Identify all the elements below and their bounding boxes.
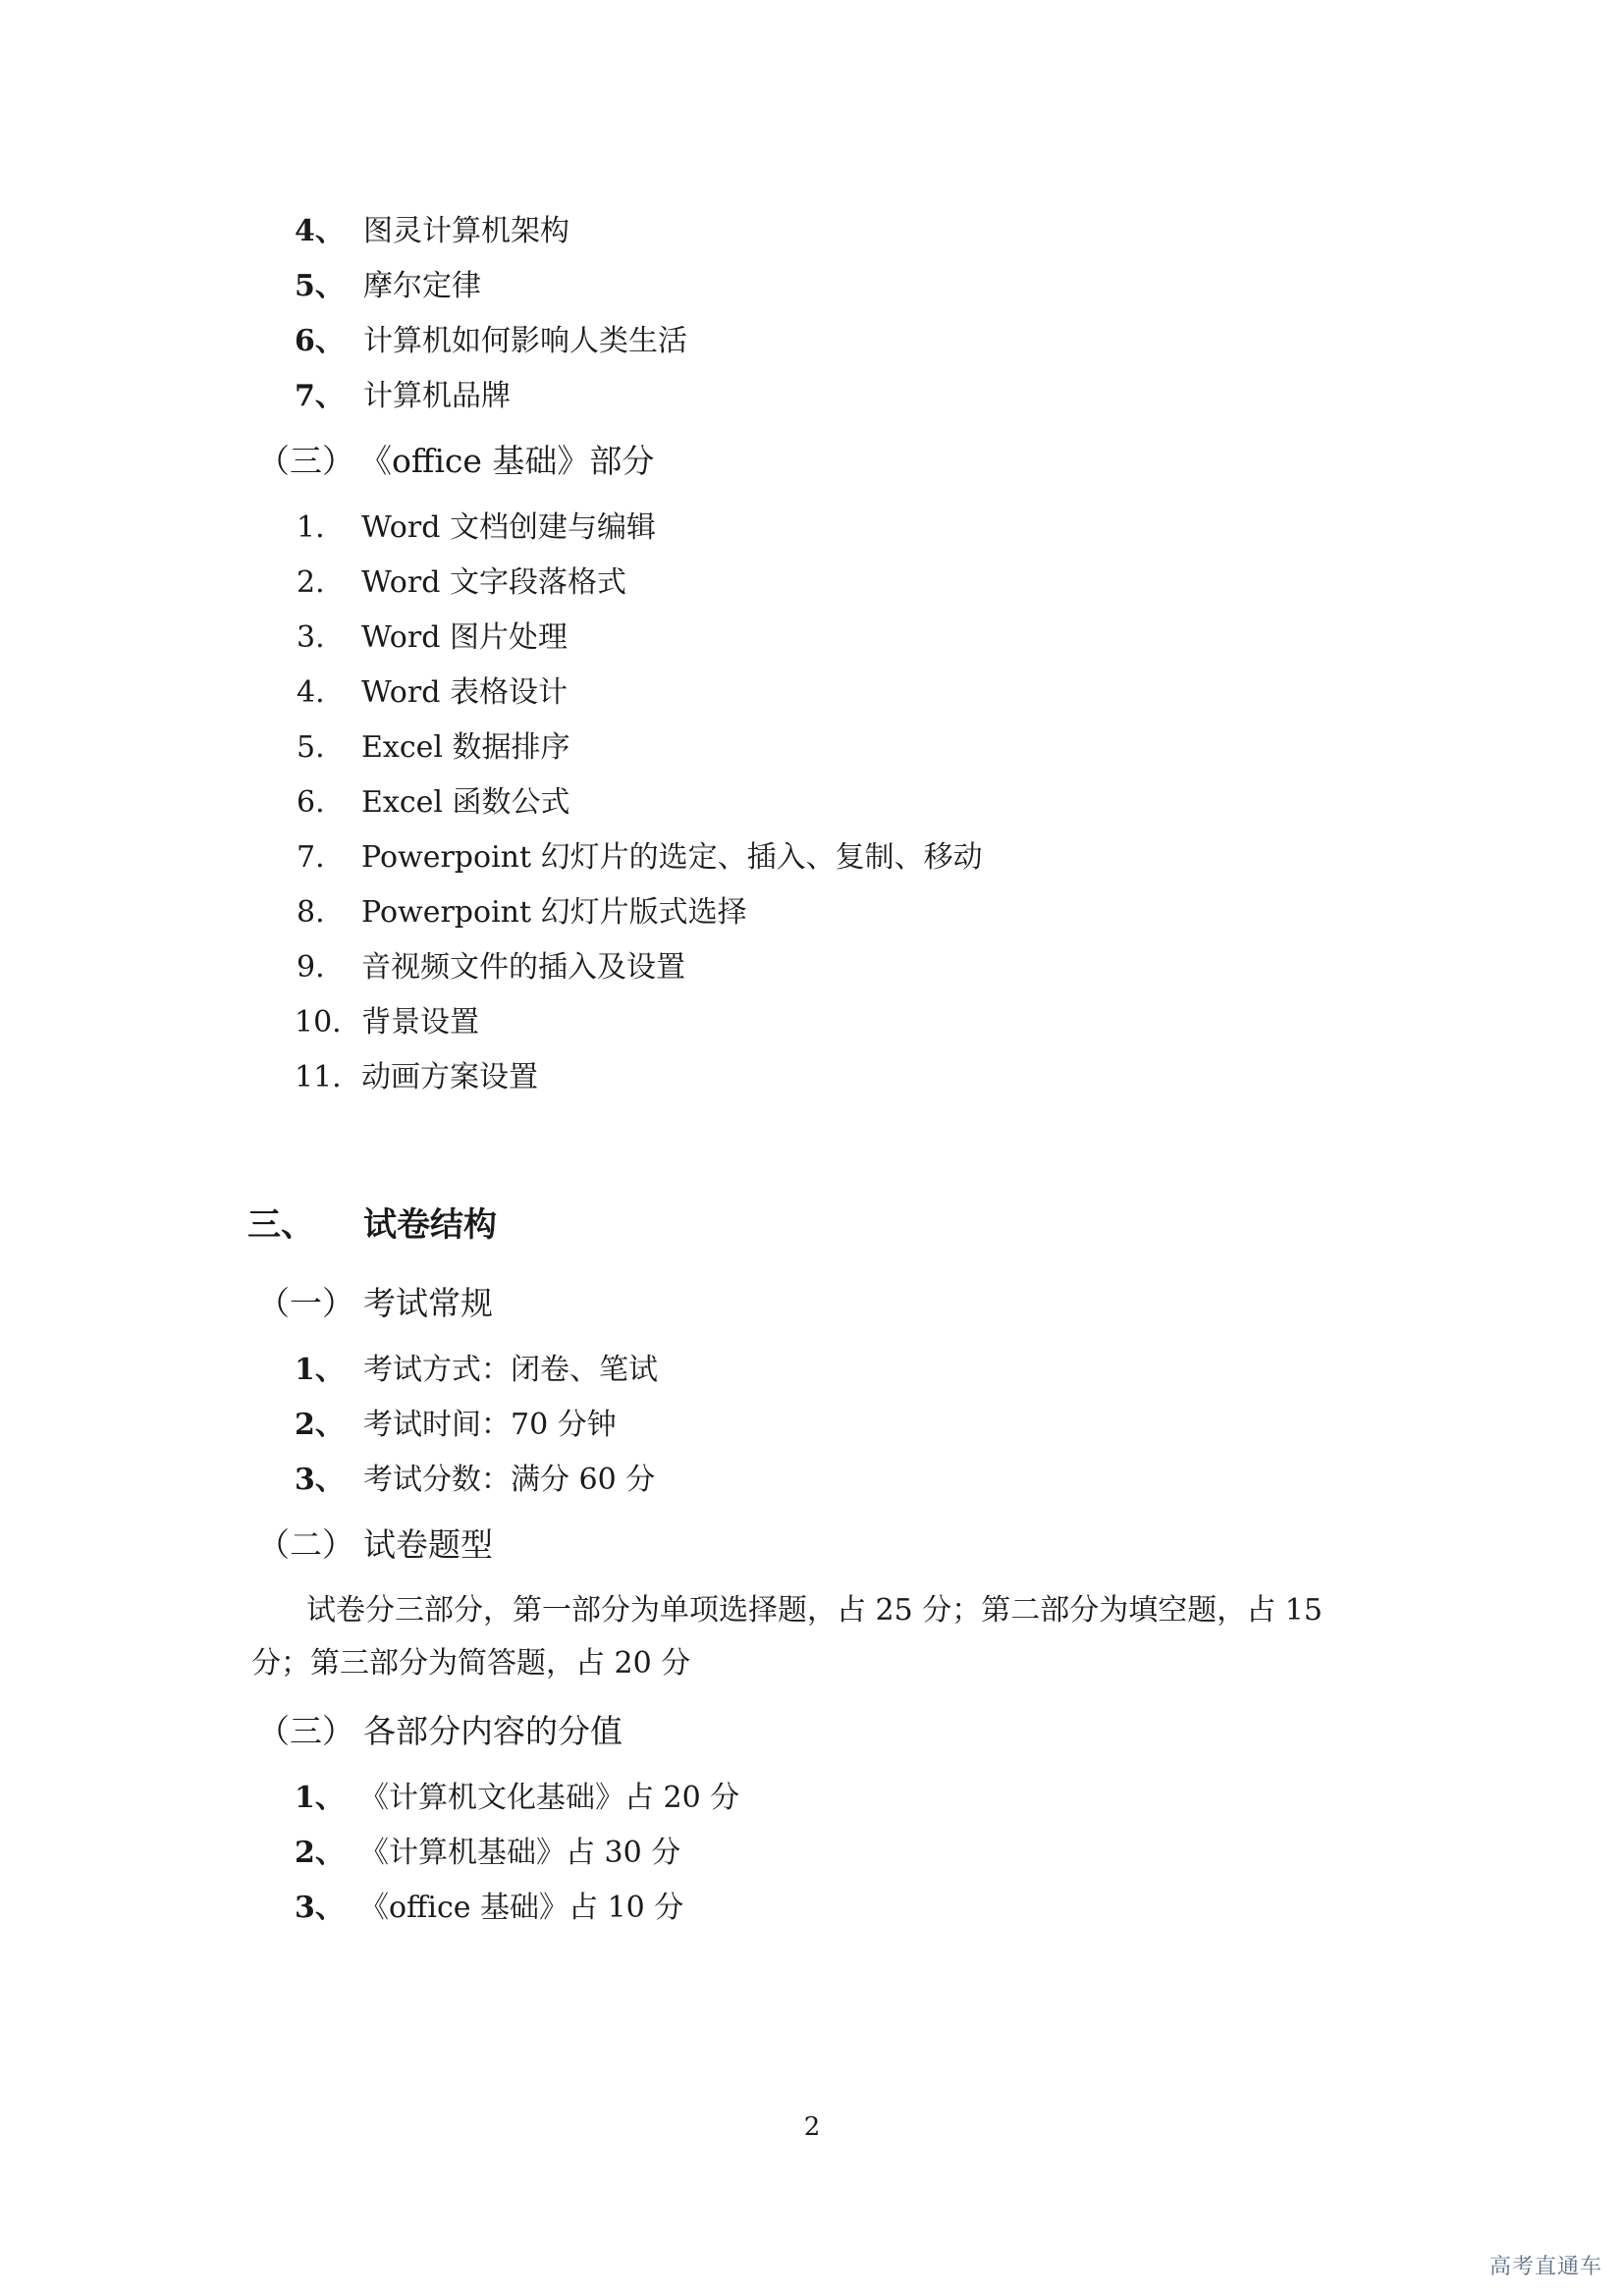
list-item-number: 7. bbox=[297, 840, 325, 875]
list-item-text: 摩尔定律 bbox=[363, 269, 481, 303]
list-item-text: 背景设置 bbox=[361, 1005, 479, 1040]
list-item-text: Word 文字段落格式 bbox=[361, 565, 626, 600]
list-item-number: 6、 bbox=[295, 324, 345, 358]
list-item-text: Word 表格设计 bbox=[361, 675, 568, 710]
list-item-text: Word 文档创建与编辑 bbox=[361, 510, 656, 545]
list-item-number: 7、 bbox=[295, 379, 345, 413]
list-item-text: Excel 函数公式 bbox=[361, 785, 570, 820]
list-item-number: 11. bbox=[295, 1060, 342, 1095]
list-item-number: 5. bbox=[297, 730, 325, 765]
watermark-text: 高考直通车 bbox=[1489, 2255, 1602, 2279]
question-types-paragraph: 试卷分三部分，第一部分为单项选择题，占 25 分；第二部分为填空题，占 15 分；第三部分为简答题，占 20 分 bbox=[251, 1593, 1323, 1681]
chapter-number: 三、 bbox=[247, 1205, 314, 1245]
list-item-text: 音视频文件的插入及设置 bbox=[361, 950, 685, 985]
list-item-number: 1、 bbox=[295, 1781, 345, 1815]
list-item-number: 4、 bbox=[295, 214, 345, 248]
list-item-text: 《计算机基础》占 30 分 bbox=[359, 1836, 681, 1870]
list-item-number: 10. bbox=[295, 1005, 342, 1040]
list-item-number: 2、 bbox=[295, 1836, 345, 1870]
list-item-number: 1、 bbox=[295, 1353, 345, 1387]
list-item-text: 图灵计算机架构 bbox=[363, 214, 569, 248]
list-item-number: 4. bbox=[297, 675, 325, 710]
section-title: 试卷题型 bbox=[363, 1525, 493, 1564]
list-item-number: 2、 bbox=[295, 1408, 345, 1442]
section-title: 各部分内容的分值 bbox=[363, 1712, 623, 1750]
list-item-number: 5、 bbox=[295, 269, 345, 303]
list-item-text: Excel 数据排序 bbox=[361, 730, 570, 765]
section-title: 《office 基础》部分 bbox=[359, 442, 655, 480]
list-item-number: 3、 bbox=[295, 1891, 345, 1925]
list-item-text: 考试时间：70 分钟 bbox=[363, 1408, 617, 1442]
chapter-title: 试卷结构 bbox=[363, 1205, 497, 1245]
list-item-text: Powerpoint 幻灯片版式选择 bbox=[361, 895, 747, 930]
list-item-number: 8. bbox=[297, 895, 325, 930]
section-number: （一） bbox=[257, 1284, 354, 1322]
list-item-number: 3、 bbox=[295, 1463, 345, 1497]
list-item-number: 9. bbox=[297, 950, 325, 985]
list-item-text: 考试方式：闭卷、笔试 bbox=[363, 1353, 658, 1387]
list-item-number: 2. bbox=[297, 565, 325, 600]
list-item-text: Word 图片处理 bbox=[361, 620, 568, 655]
list-item-text: 《计算机文化基础》占 20 分 bbox=[359, 1781, 740, 1815]
list-item-text: 考试分数：满分 60 分 bbox=[363, 1463, 656, 1497]
section-number: （三） bbox=[257, 1712, 354, 1750]
list-item-number: 6. bbox=[297, 785, 325, 820]
list-item-text: 计算机品牌 bbox=[363, 379, 511, 413]
list-item-text: Powerpoint 幻灯片的选定、插入、复制、移动 bbox=[361, 840, 983, 875]
list-item-text: 《office 基础》占 10 分 bbox=[359, 1891, 684, 1925]
list-item-number: 3. bbox=[297, 620, 325, 655]
list-item-text: 计算机如何影响人类生活 bbox=[363, 324, 687, 358]
section-title: 考试常规 bbox=[363, 1284, 493, 1322]
list-item-text: 动画方案设置 bbox=[361, 1060, 538, 1095]
section-number: （三） bbox=[257, 442, 354, 480]
list-item-number: 1. bbox=[297, 510, 325, 545]
page-number: 2 bbox=[803, 2112, 821, 2142]
section-number: （二） bbox=[257, 1525, 354, 1564]
